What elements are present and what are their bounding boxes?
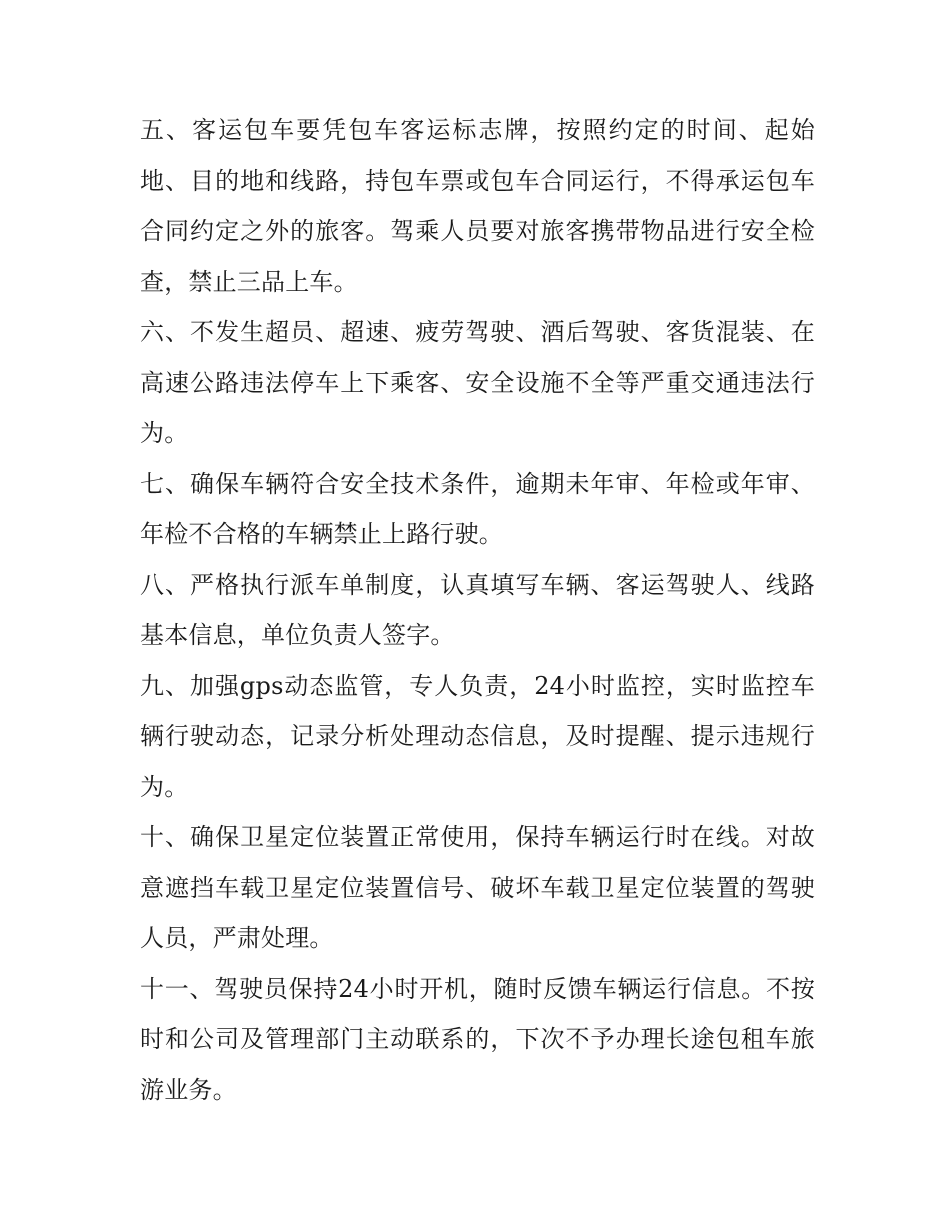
- paragraph-7: 七、确保车辆符合安全技术条件，逾期未年审、年检或年审、年检不合格的车辆禁止上路行驶。: [140, 469, 815, 548]
- paragraph-11: 十一、驾驶员保持24小时开机，随时反馈车辆运行信息。不按时和公司及管理部门主动联系的，下次不予办理长途包租车旅游业务。: [140, 974, 815, 1104]
- paragraph-10: 十、确保卫星定位装置正常使用，保持车辆运行时在线。对故意遮挡车载卫星定位装置信号、破坏车载卫星定位装置的驾驶人员，严肃处理。: [140, 823, 815, 952]
- paragraph-5: 五、客运包车要凭包车客运标志牌，按照约定的时间、起始地、目的地和线路，持包车票或包车合同运行，不得承运包车合同约定之外的旅客。驾乘人员要对旅客携带物品进行安全检查，禁止三品上车。: [140, 116, 815, 296]
- document-body: [140, 105, 815, 1115]
- paragraph-9: 九、加强gps动态监管，专人负责，24小时监控，实时监控车辆行驶动态，记录分析处理动态信息，及时提醒、提示违规行为。: [140, 671, 815, 801]
- paragraph-8: 八、严格执行派车单制度，认真填写车辆、客运驾驶人、线路基本信息，单位负责人签字。: [140, 570, 815, 649]
- paragraph-6: 六、不发生超员、超速、疲劳驾驶、酒后驾驶、客货混装、在高速公路违法停车上下乘客、安全设施不全等严重交通违法行为。: [140, 318, 815, 447]
